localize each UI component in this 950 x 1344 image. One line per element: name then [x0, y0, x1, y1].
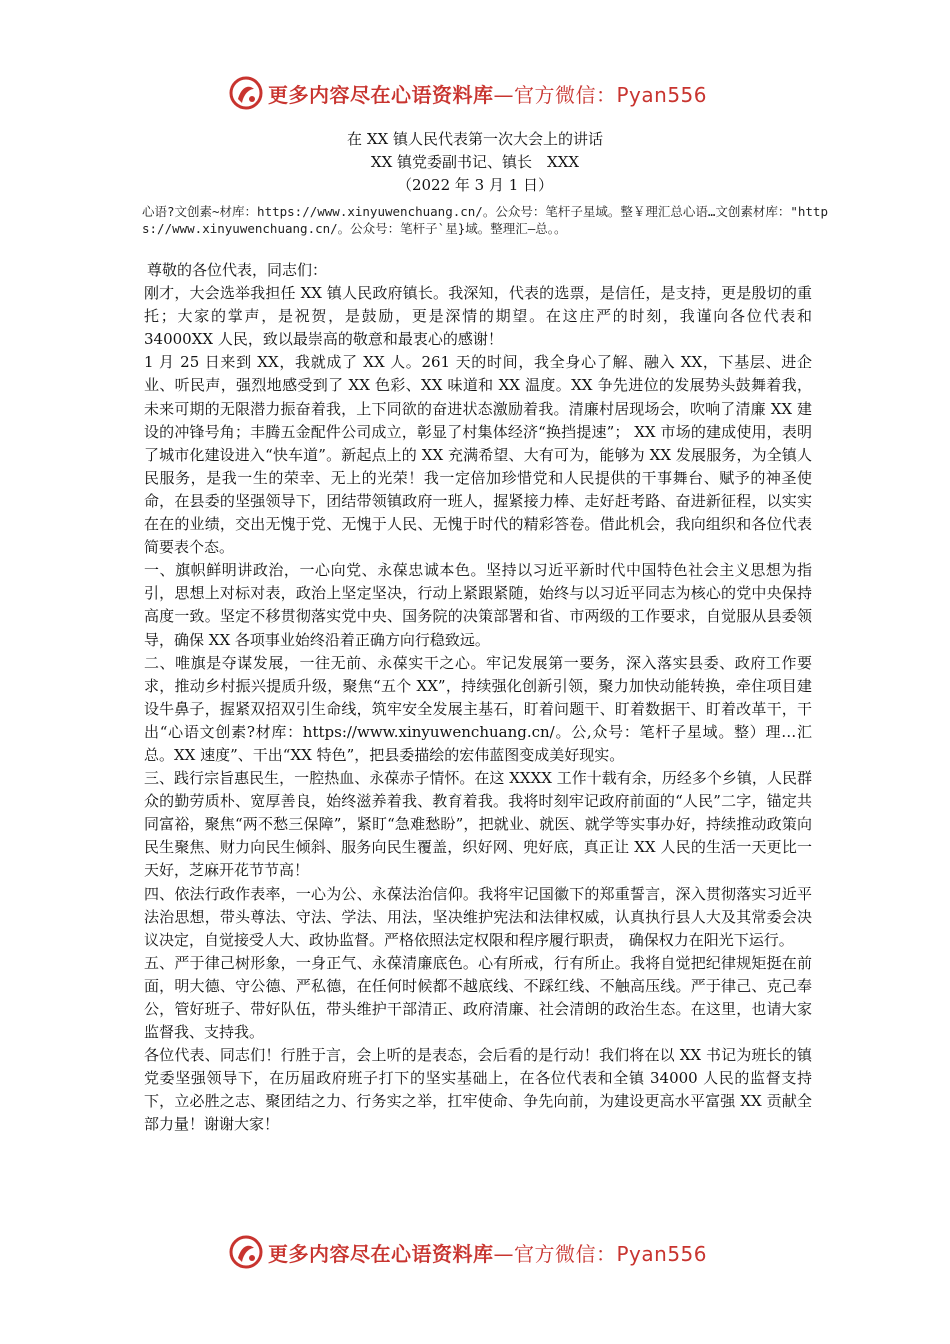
- paragraph: 三、践行宗旨惠民生，一腔热血、永葆赤子情怀。在这 XXXX 工作十载有余，历经多个乡镇，人民群众的勤劳质朴、宽厚善良，始终滋养着我、教育着我。我将时刻牢记政府前面的“人民”二字，锚定共同富裕，聚焦“两不愁三保障”，紧盯“急难愁盼”，把就业、就医、就学等实事办好，持续推动政策向民生聚焦、财力向民生倾斜、服务向民生覆盖，织好网、兜好底，真正让 XX 人民的生活一天更比一天好，芝麻开花节节高！: [144, 769, 812, 880]
- paragraph: 刚才，大会选举我担任 XX 镇人民政府镇长。我深知，代表的选票，是信任，是支持，更是殷切的重托；大家的掌声，是祝贺，是鼓励，更是深情的期望。在这庄严的时刻，我谨向各位代表和 34000XX 人民，致以最崇高的敬意和最衷心的感谢！: [144, 284, 812, 349]
- paragraph: 五、严于律己树形象，一身正气、永葆清廉底色。心有所戒，行有所止。我将自觉把纪律规矩挺在前面，明大德、守公德、严私德，在任何时候都不越底线、不踩红线、不触高压线。严于律己、克己奉公，管好班子、带好队伍，带头维护干部清正、政府清廉、社会清朗的政治生态。在这里，也请大家监督我、支持我。: [144, 953, 812, 1042]
- banner-tail-text: —官方微信：Pyan556: [493, 82, 708, 107]
- watermark-text: 心语?文创素~材库：https://www.xinyuwenchuang.cn/。公众号：笔杆子星域。整￥理汇总心语…文创素材库："https://www.xinyuwenchuang.cn/。公众号：笔杆子`星}域。整理汇—总。。: [142, 204, 828, 236]
- brand-logo-icon: [228, 1234, 264, 1270]
- paragraph: 二、唯旗是夺谋发展，一往无前、永葆实干之心。牢记发展第一要务，深入落实县委、政府工作要求，推动乡村振兴提质升级，聚焦“五个 XX”，持续强化创新引领，聚力加快动能转换，牵住项目建设牛鼻子，握紧双招双引生命线，筑牢安全发展主基石，盯着问题干、盯着数据干、盯着改革干，干出“心语文创素?材库：https://www.xinyuwenchuang.cn/。公,众号：笔杆子星域。整）理…汇总。XX 速度”、干出“XX 特色”，把县委描绘的宏伟蓝图变成美好现实。: [144, 653, 812, 764]
- speaker-line: XX 镇党委副书记、镇长 XXX: [370, 153, 580, 171]
- banner-main-text: 更多内容尽在心语资料库: [268, 1241, 494, 1266]
- brand-logo-icon: [228, 75, 264, 111]
- paragraph: 一、旗帜鲜明讲政治，一心向党、永葆忠诚本色。坚持以习近平新时代中国特色社会主义思想为指引，思想上对标对表，政治上坚定坚决，行动上紧跟紧随，始终与以习近平同志为核心的党中央保持高度一致。坚定不移贯彻落实党中央、国务院的决策部署和省、市两级的工作要求，自觉服从县委领导，确保 XX 各项事业始终沿着正确方向行稳致远。: [144, 561, 812, 649]
- page-title: 在 XX 镇人民代表第一次大会上的讲话: [347, 130, 603, 148]
- speech-body: [144, 259, 812, 1137]
- paragraph: 1 月 25 日来到 XX，我就成了 XX 人。261 天的时间，我全身心了解、融入 XX，下基层、进企业、听民声，强烈地感受到了 XX 色彩、XX 味道和 XX 温度。XX 争先进位的发展势头鼓舞着我，未来可期的无限潜力振奋着我，上下同欲的奋进状态激励着我。清廉村居现场会，吹响了清廉 XX 建设的冲锋号角；丰腾五金配件公司成立，彰显了村集体经济“换挡提速”； XX 市场的建成使用，表明了城市化建设进入“快车道”。新起点上的 XX 充满希望、大有可为，能够为 XX 发展服务，为全镇人民服务，是我一生的荣幸、无上的光荣！我一定倍加珍惜党和人民提供的干事舞台、赋予的神圣使命，在县委的坚强领导下，团结带领镇政府一班人，握紧接力棒、走好赶考路、奋进新征程，以实实在在的业绩，交出无愧于党、无愧于人民、无愧于时代的精彩答卷。借此机会，我向组织和各位代表简要表个态。: [144, 353, 812, 557]
- date-line: （2022 年 3 月 1 日）: [396, 176, 554, 194]
- paragraph: 四、依法行政作表率，一心为公、永葆法治信仰。我将牢记国徽下的郑重誓言，深入贯彻落实习近平法治思想，带头尊法、守法、学法、用法，坚决维护宪法和法律权威，认真执行县人大及其常委会决议决定，自觉接受人大、政协监督。严格依照法定权限和程序履行职责， 确保权力在阳光下运行。: [144, 884, 812, 949]
- banner-text: [268, 1238, 707, 1267]
- paragraph-closing: 各位代表、同志们！行胜于言，会上听的是表态，会后看的是行动！我们将在以 XX 书记为班长的镇党委坚强领导下，在历届政府班子打下的坚实基础上，在各位代表和全镇 34000 人民的监督支持下，立必胜之志、聚团结之力、行务实之举，扛牢使命、争先向前，为建设更高水平富强 XX 贡献全部力量！谢谢大家！: [144, 1046, 812, 1134]
- header-banner: [228, 73, 748, 113]
- banner-text: [268, 79, 707, 108]
- banner-tail-text: —官方微信：Pyan556: [493, 1241, 708, 1266]
- title-block: [0, 128, 950, 197]
- paragraph-salutation: 尊敬的各位代表，同志们：: [147, 261, 328, 279]
- banner-main-text: 更多内容尽在心语资料库: [268, 82, 494, 107]
- footer-banner: [228, 1232, 748, 1272]
